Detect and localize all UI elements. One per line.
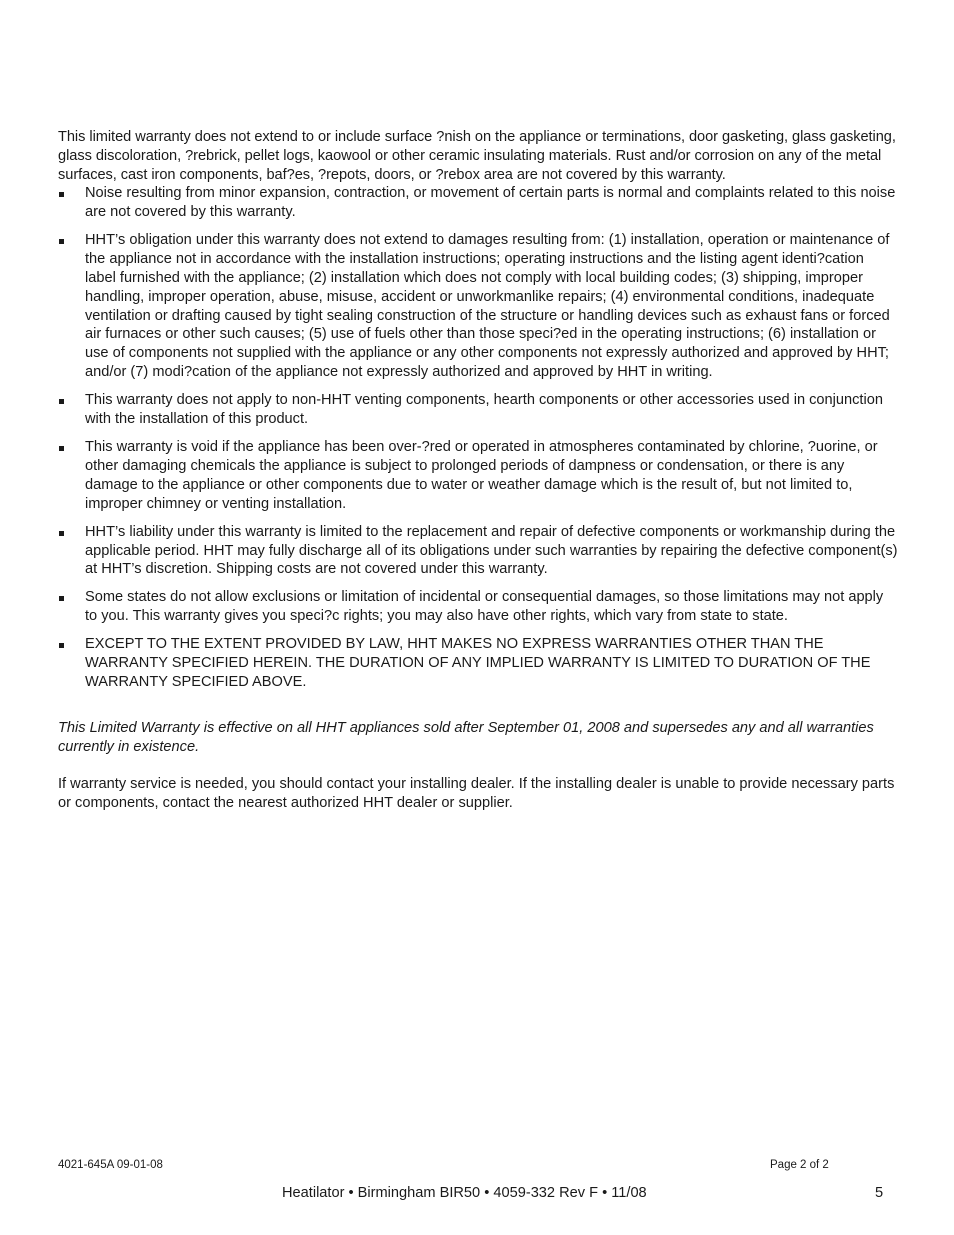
service-contact-note: If warranty service is needed, you should contact your installing dealer. If the installing dealer is unable to provide necessary parts or components, contact the nearest authorized HHT dealer or supplier.	[58, 775, 895, 811]
warranty-exclusions-list	[58, 184, 898, 691]
list-item-text: Noise resulting from minor expansion, contraction, or movement of certain parts is normal and complaints related to this noise are not covered by this warranty.	[85, 185, 896, 221]
list-item	[58, 523, 898, 579]
square-bullet-icon	[59, 531, 64, 536]
list-item	[58, 635, 898, 691]
warranty-body	[58, 128, 898, 813]
square-bullet-icon	[59, 192, 64, 197]
list-item	[58, 391, 898, 429]
effective-date-note: This Limited Warranty is effective on all HHT appliances sold after September 01, 2008 and supersedes any and all warranties currently in existence.	[58, 719, 874, 755]
list-item	[58, 438, 898, 513]
list-item-text: EXCEPT TO THE EXTENT PROVIDED BY LAW, HHT MAKES NO EXPRESS WARRANTIES OTHER THAN THE WARRANTY SPECIFIED HEREIN. THE DURATION OF ANY IMPLIED WARRANTY IS LIMITED TO DURATION OF THE WARRANTY SPECIFIED ABOVE.	[85, 636, 871, 691]
square-bullet-icon	[59, 596, 64, 601]
list-item-text: Some states do not allow exclusions or limitation of incidental or consequential damages, so those limitations may not apply to you. This warranty gives you speci?c rights; you may also have other rights, which vary from state to state.	[85, 589, 884, 625]
list-item	[58, 588, 898, 626]
page-number: 5	[875, 1185, 884, 1201]
square-bullet-icon	[59, 446, 64, 451]
square-bullet-icon	[59, 643, 64, 648]
document-code: 4021-645A 09-01-08	[58, 1159, 163, 1171]
list-item-text: HHT’s liability under this warranty is limited to the replacement and repair of defective components or workmanship during the applicable period. HHT may fully discharge all of its obligations under such warranties by repairing the defective component(s) at HHT’s discretion. Shipping costs are not covered under this warranty.	[85, 523, 898, 578]
footer-title: Heatilator • Birmingham BIR50 • 4059-332 Rev F • 11/08	[282, 1185, 647, 1201]
list-item	[58, 231, 898, 381]
list-item-text: HHT’s obligation under this warranty does not extend to damages resulting from: (1) installation, operation or maintenance of the appliance not in accordance with the installation instructions; operating instructions and the listing agent identi?cation label furnished with the appliance; (2) installation which does not comply with local building codes; (3) shipping, improper handling, improper operation, abuse, misuse, accident or unworkmanlike repairs; (4) environmental conditions, inadequate ventilation or drafting caused by tight sealing construction of the structure or handling devices such as exhaust fans or forced air furnaces or other such causes; (5) use of fuels other than those speci?ed in the operating instructions; (6) installation or use of components not supplied with the appliance or any other components not expressly authorized and approved by HHT; and/or (7) modi?cation of the appliance not expressly authorized and approved by HHT in writing.	[85, 232, 890, 380]
list-item-text: This warranty does not apply to non-HHT venting components, hearth components or other accessories used in conjunction with the installation of this product.	[85, 392, 883, 427]
square-bullet-icon	[59, 399, 64, 404]
intro-paragraph: This limited warranty does not extend to or include surface ?nish on the appliance or terminations, door gasketing, glass gasketing, glass discoloration, ?rebrick, pellet logs, kaowool or other ceramic insulating materials. Rust and/or corrosion on any of the metal surfaces, cast iron components, baf?es, ?repots, doors, or ?rebox area are not covered by this warranty.	[58, 129, 896, 183]
square-bullet-icon	[59, 239, 64, 244]
page-of-label: Page 2 of 2	[770, 1159, 829, 1171]
list-item	[58, 184, 898, 222]
list-item-text: This warranty is void if the appliance has been over-?red or operated in atmospheres contaminated by chlorine, ?uorine, or other damaging chemicals the appliance is subject to prolonged periods of dampness or condensation, or there is any damage to the appliance or other components due to water or weather damage which is the result of, but not limited to, improper chimney or venting installation.	[85, 439, 878, 512]
